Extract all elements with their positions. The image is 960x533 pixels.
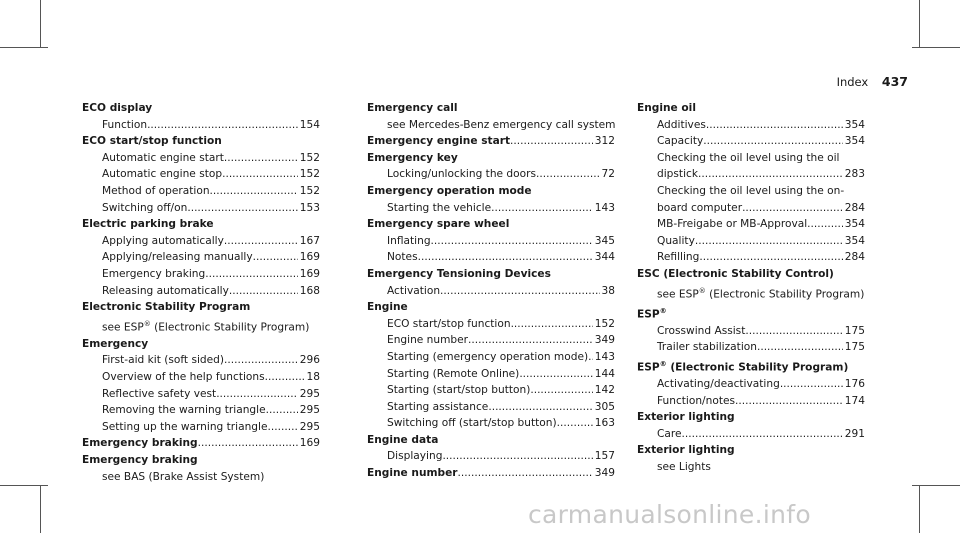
leader-dots xyxy=(205,266,298,283)
index-heading: Emergency Tensioning Devices xyxy=(367,267,551,280)
entry-page-number: 354 xyxy=(844,135,865,148)
entry-text: Trailer stabilization xyxy=(657,341,757,354)
index-subentry xyxy=(637,376,865,393)
index-heading: Electronic Stability Program xyxy=(82,301,251,314)
entry-page-number: 18 xyxy=(306,371,320,384)
entry-text: MB-Freigabe or MB-Approval xyxy=(657,218,808,231)
index-subentry xyxy=(637,117,865,134)
entry-text: Function/notes xyxy=(657,394,736,407)
index-subentry xyxy=(82,283,320,300)
index-subentry xyxy=(82,117,320,134)
entry-text: Inflating xyxy=(387,234,431,247)
entry-page-number: 154 xyxy=(299,118,320,131)
index-column-3 xyxy=(637,100,865,476)
index-subentry xyxy=(367,415,615,432)
entry-page-number: 142 xyxy=(594,384,615,397)
index-subentry xyxy=(82,249,320,266)
index-heading: ESP® (Electronic Stability Program) xyxy=(637,359,849,374)
index-heading: ESP® xyxy=(637,306,667,321)
entry-text: Releasing automatically xyxy=(102,284,229,297)
leader-dots xyxy=(745,323,842,340)
index-subentry xyxy=(82,183,320,200)
index-subentry xyxy=(637,233,865,250)
leader-dots xyxy=(468,332,593,349)
index-heading: Engine oil xyxy=(637,102,696,114)
entry-text: Applying/releasing manually xyxy=(102,251,253,264)
leader-dots xyxy=(265,369,305,386)
index-reference: Checking the oil level using the oil xyxy=(657,151,840,164)
index-heading: ESC (Electronic Stability Control) xyxy=(637,267,834,280)
leader-dots xyxy=(268,419,298,436)
leader-dots xyxy=(780,376,843,393)
entry-page-number: 284 xyxy=(844,251,865,264)
index-subentry xyxy=(637,133,865,150)
entry-text: Reflective safety vest xyxy=(102,387,217,400)
index-subentry xyxy=(367,448,615,465)
entry-text: Crosswind Assist xyxy=(657,324,746,337)
index-heading: Electric parking brake xyxy=(82,218,214,231)
index-subentry xyxy=(82,166,320,183)
entry-page-number: 295 xyxy=(299,387,320,400)
entry-page-number: 152 xyxy=(594,317,615,330)
index-subentry xyxy=(82,352,320,369)
index-subentry xyxy=(82,402,320,419)
index-heading: Engine xyxy=(367,301,408,314)
entry-page-number: 153 xyxy=(299,201,320,214)
leader-dots xyxy=(703,133,842,150)
leader-dots xyxy=(222,166,298,183)
entry-page-number: 152 xyxy=(299,151,320,164)
entry-text: Additives xyxy=(657,118,706,131)
index-subentry xyxy=(82,233,320,250)
index-heading-entry xyxy=(82,435,320,452)
entry-text: Starting assistance xyxy=(387,400,489,413)
index-subentry xyxy=(637,216,865,233)
index-heading: ECO display xyxy=(82,102,153,114)
leader-dots xyxy=(510,133,593,150)
entry-text: Automatic engine stop xyxy=(102,168,223,181)
index-subentry xyxy=(367,233,615,250)
entry-text: board computer xyxy=(657,201,743,214)
index-reference: see BAS (Brake Assist System) xyxy=(102,470,265,483)
leader-dots xyxy=(807,216,843,233)
entry-page-number: 175 xyxy=(844,341,865,354)
leader-dots xyxy=(224,352,298,369)
leader-dots xyxy=(266,402,298,419)
index-heading: ECO start/stop function xyxy=(82,135,222,148)
leader-dots xyxy=(757,339,843,356)
index-subentry xyxy=(82,266,320,283)
leader-dots xyxy=(742,200,843,217)
leader-dots xyxy=(458,465,593,482)
entry-text: Automatic engine start xyxy=(102,151,224,164)
index-reference: see ESP® (Electronic Stability Program) xyxy=(657,286,865,301)
section-title: Index xyxy=(836,75,869,89)
index-subentry xyxy=(367,249,615,266)
index-reference: see Mercedes-Benz emergency call system xyxy=(387,118,616,131)
entry-text: First-aid kit (soft sided) xyxy=(102,354,225,367)
leader-dots xyxy=(698,166,843,183)
page-header xyxy=(837,74,908,89)
entry-page-number: 176 xyxy=(844,378,865,391)
entry-page-number: 143 xyxy=(594,350,615,363)
index-subentry xyxy=(82,419,320,436)
leader-dots xyxy=(511,316,593,333)
entry-page-number: 345 xyxy=(594,234,615,247)
entry-page-number: 291 xyxy=(844,427,865,440)
leader-dots xyxy=(442,448,592,465)
index-subentry xyxy=(367,399,615,416)
index-subentry xyxy=(82,150,320,167)
entry-page-number: 168 xyxy=(299,284,320,297)
entry-text: Setting up the warning triangle xyxy=(102,420,268,433)
entry-text: ECO start/stop function xyxy=(387,317,511,330)
index-subentry xyxy=(367,316,615,333)
leader-dots xyxy=(557,415,593,432)
entry-page-number: 284 xyxy=(844,201,865,214)
entry-page-number: 312 xyxy=(594,135,615,148)
page-number: 437 xyxy=(881,74,908,89)
entry-page-number: 296 xyxy=(299,354,320,367)
leader-dots xyxy=(224,233,298,250)
entry-page-number: 169 xyxy=(299,267,320,280)
leader-dots xyxy=(210,183,298,200)
entry-page-number: 157 xyxy=(594,450,615,463)
leader-dots xyxy=(735,393,843,410)
entry-page-number: 295 xyxy=(299,420,320,433)
leader-dots xyxy=(530,382,592,399)
leader-dots xyxy=(440,283,599,300)
entry-page-number: 354 xyxy=(844,218,865,231)
entry-page-number: 163 xyxy=(594,417,615,430)
entry-page-number: 354 xyxy=(844,118,865,131)
index-heading-entry xyxy=(367,133,615,150)
entry-page-number: 144 xyxy=(594,367,615,380)
index-reference: see Lights xyxy=(657,461,711,474)
entry-page-number: 349 xyxy=(594,334,615,347)
entry-page-number: 305 xyxy=(594,400,615,413)
entry-page-number: 349 xyxy=(594,467,615,480)
leader-dots xyxy=(695,233,843,250)
index-subentry xyxy=(367,332,615,349)
index-reference: see ESP® (Electronic Stability Program) xyxy=(102,319,310,334)
leader-dots xyxy=(536,166,600,183)
entry-page-number: 167 xyxy=(299,234,320,247)
entry-text: dipstick xyxy=(657,168,698,181)
leader-dots xyxy=(216,386,298,403)
index-subentry xyxy=(637,200,865,217)
index-heading-entry xyxy=(367,465,615,482)
index-subentry xyxy=(637,339,865,356)
index-subentry xyxy=(637,393,865,410)
index-heading: Emergency call xyxy=(367,102,458,114)
entry-text: Starting (start/stop button) xyxy=(387,384,531,397)
leader-dots xyxy=(418,249,593,266)
index-subentry xyxy=(367,200,615,217)
entry-text: Care xyxy=(657,427,682,440)
entry-page-number: 72 xyxy=(601,168,615,181)
index-column-1 xyxy=(82,100,320,485)
leader-dots xyxy=(519,366,592,383)
entry-text: Method of operation xyxy=(102,184,210,197)
index-subentry xyxy=(637,166,865,183)
entry-text: Emergency braking xyxy=(102,267,206,280)
index-subentry xyxy=(367,283,615,300)
watermark: carmanualsonline.info xyxy=(528,500,811,529)
index-subentry xyxy=(367,382,615,399)
index-subentry xyxy=(637,249,865,266)
entry-page-number: 175 xyxy=(844,324,865,337)
index-subentry xyxy=(82,200,320,217)
index-reference: Checking the oil level using the on- xyxy=(657,184,845,197)
entry-text: Starting the vehicle xyxy=(387,201,492,214)
index-heading: Emergency operation mode xyxy=(367,184,532,197)
leader-dots xyxy=(253,249,298,266)
entry-page-number: 283 xyxy=(844,168,865,181)
entry-text: Switching off (start/stop button) xyxy=(387,417,557,430)
leader-dots xyxy=(147,117,298,134)
entry-text: Removing the warning triangle xyxy=(102,404,266,417)
index-heading: Exterior lighting xyxy=(637,411,735,424)
entry-text: Activation xyxy=(387,284,441,297)
entry-text: Quality xyxy=(657,234,695,247)
entry-page-number: 152 xyxy=(299,184,320,197)
index-heading: Emergency spare wheel xyxy=(367,218,510,231)
entry-text: Emergency braking xyxy=(82,437,198,450)
entry-page-number: 143 xyxy=(594,201,615,214)
leader-dots xyxy=(699,249,842,266)
entry-text: Capacity xyxy=(657,135,704,148)
entry-page-number: 174 xyxy=(844,394,865,407)
entry-text: Emergency engine start xyxy=(367,135,511,148)
index-subentry xyxy=(82,386,320,403)
entry-page-number: 354 xyxy=(844,234,865,247)
leader-dots xyxy=(488,399,592,416)
leader-dots xyxy=(198,435,298,452)
index-column-2 xyxy=(367,100,615,482)
entry-text: Applying automatically xyxy=(102,234,224,247)
entry-page-number: 295 xyxy=(299,404,320,417)
leader-dots xyxy=(682,426,843,443)
entry-text: Engine number xyxy=(367,467,458,480)
entry-text: Function xyxy=(102,118,148,131)
entry-text: Starting (Remote Online) xyxy=(387,367,520,380)
entry-text: Switching off/on xyxy=(102,201,188,214)
entry-text: Displaying xyxy=(387,450,443,463)
leader-dots xyxy=(224,150,298,167)
index-subentry xyxy=(367,349,615,366)
index-heading: Engine data xyxy=(367,433,439,446)
index-subentry xyxy=(367,366,615,383)
index-subentry xyxy=(637,426,865,443)
leader-dots xyxy=(187,200,297,217)
entry-page-number: 169 xyxy=(299,251,320,264)
entry-text: Activating/deactivating xyxy=(657,378,780,391)
leader-dots xyxy=(431,233,593,250)
entry-page-number: 152 xyxy=(299,168,320,181)
entry-text: Engine number xyxy=(387,334,469,347)
entry-text: Locking/unlocking the doors xyxy=(387,168,536,181)
index-heading: Emergency xyxy=(82,337,149,350)
leader-dots xyxy=(491,200,593,217)
entry-text: Overview of the help functions xyxy=(102,371,265,384)
entry-page-number: 169 xyxy=(299,437,320,450)
index-subentry xyxy=(637,323,865,340)
index-heading: Exterior lighting xyxy=(637,444,735,457)
leader-dots xyxy=(706,117,843,134)
index-subentry xyxy=(367,166,615,183)
entry-text: Refilling xyxy=(657,251,700,264)
entry-page-number: 38 xyxy=(601,284,615,297)
entry-page-number: 344 xyxy=(594,251,615,264)
leader-dots xyxy=(229,283,298,300)
entry-text: Notes xyxy=(387,251,418,264)
index-subentry xyxy=(82,369,320,386)
entry-text: Starting (emergency operation mode) xyxy=(387,350,589,363)
index-heading: Emergency braking xyxy=(82,454,198,466)
index-heading: Emergency key xyxy=(367,151,458,164)
